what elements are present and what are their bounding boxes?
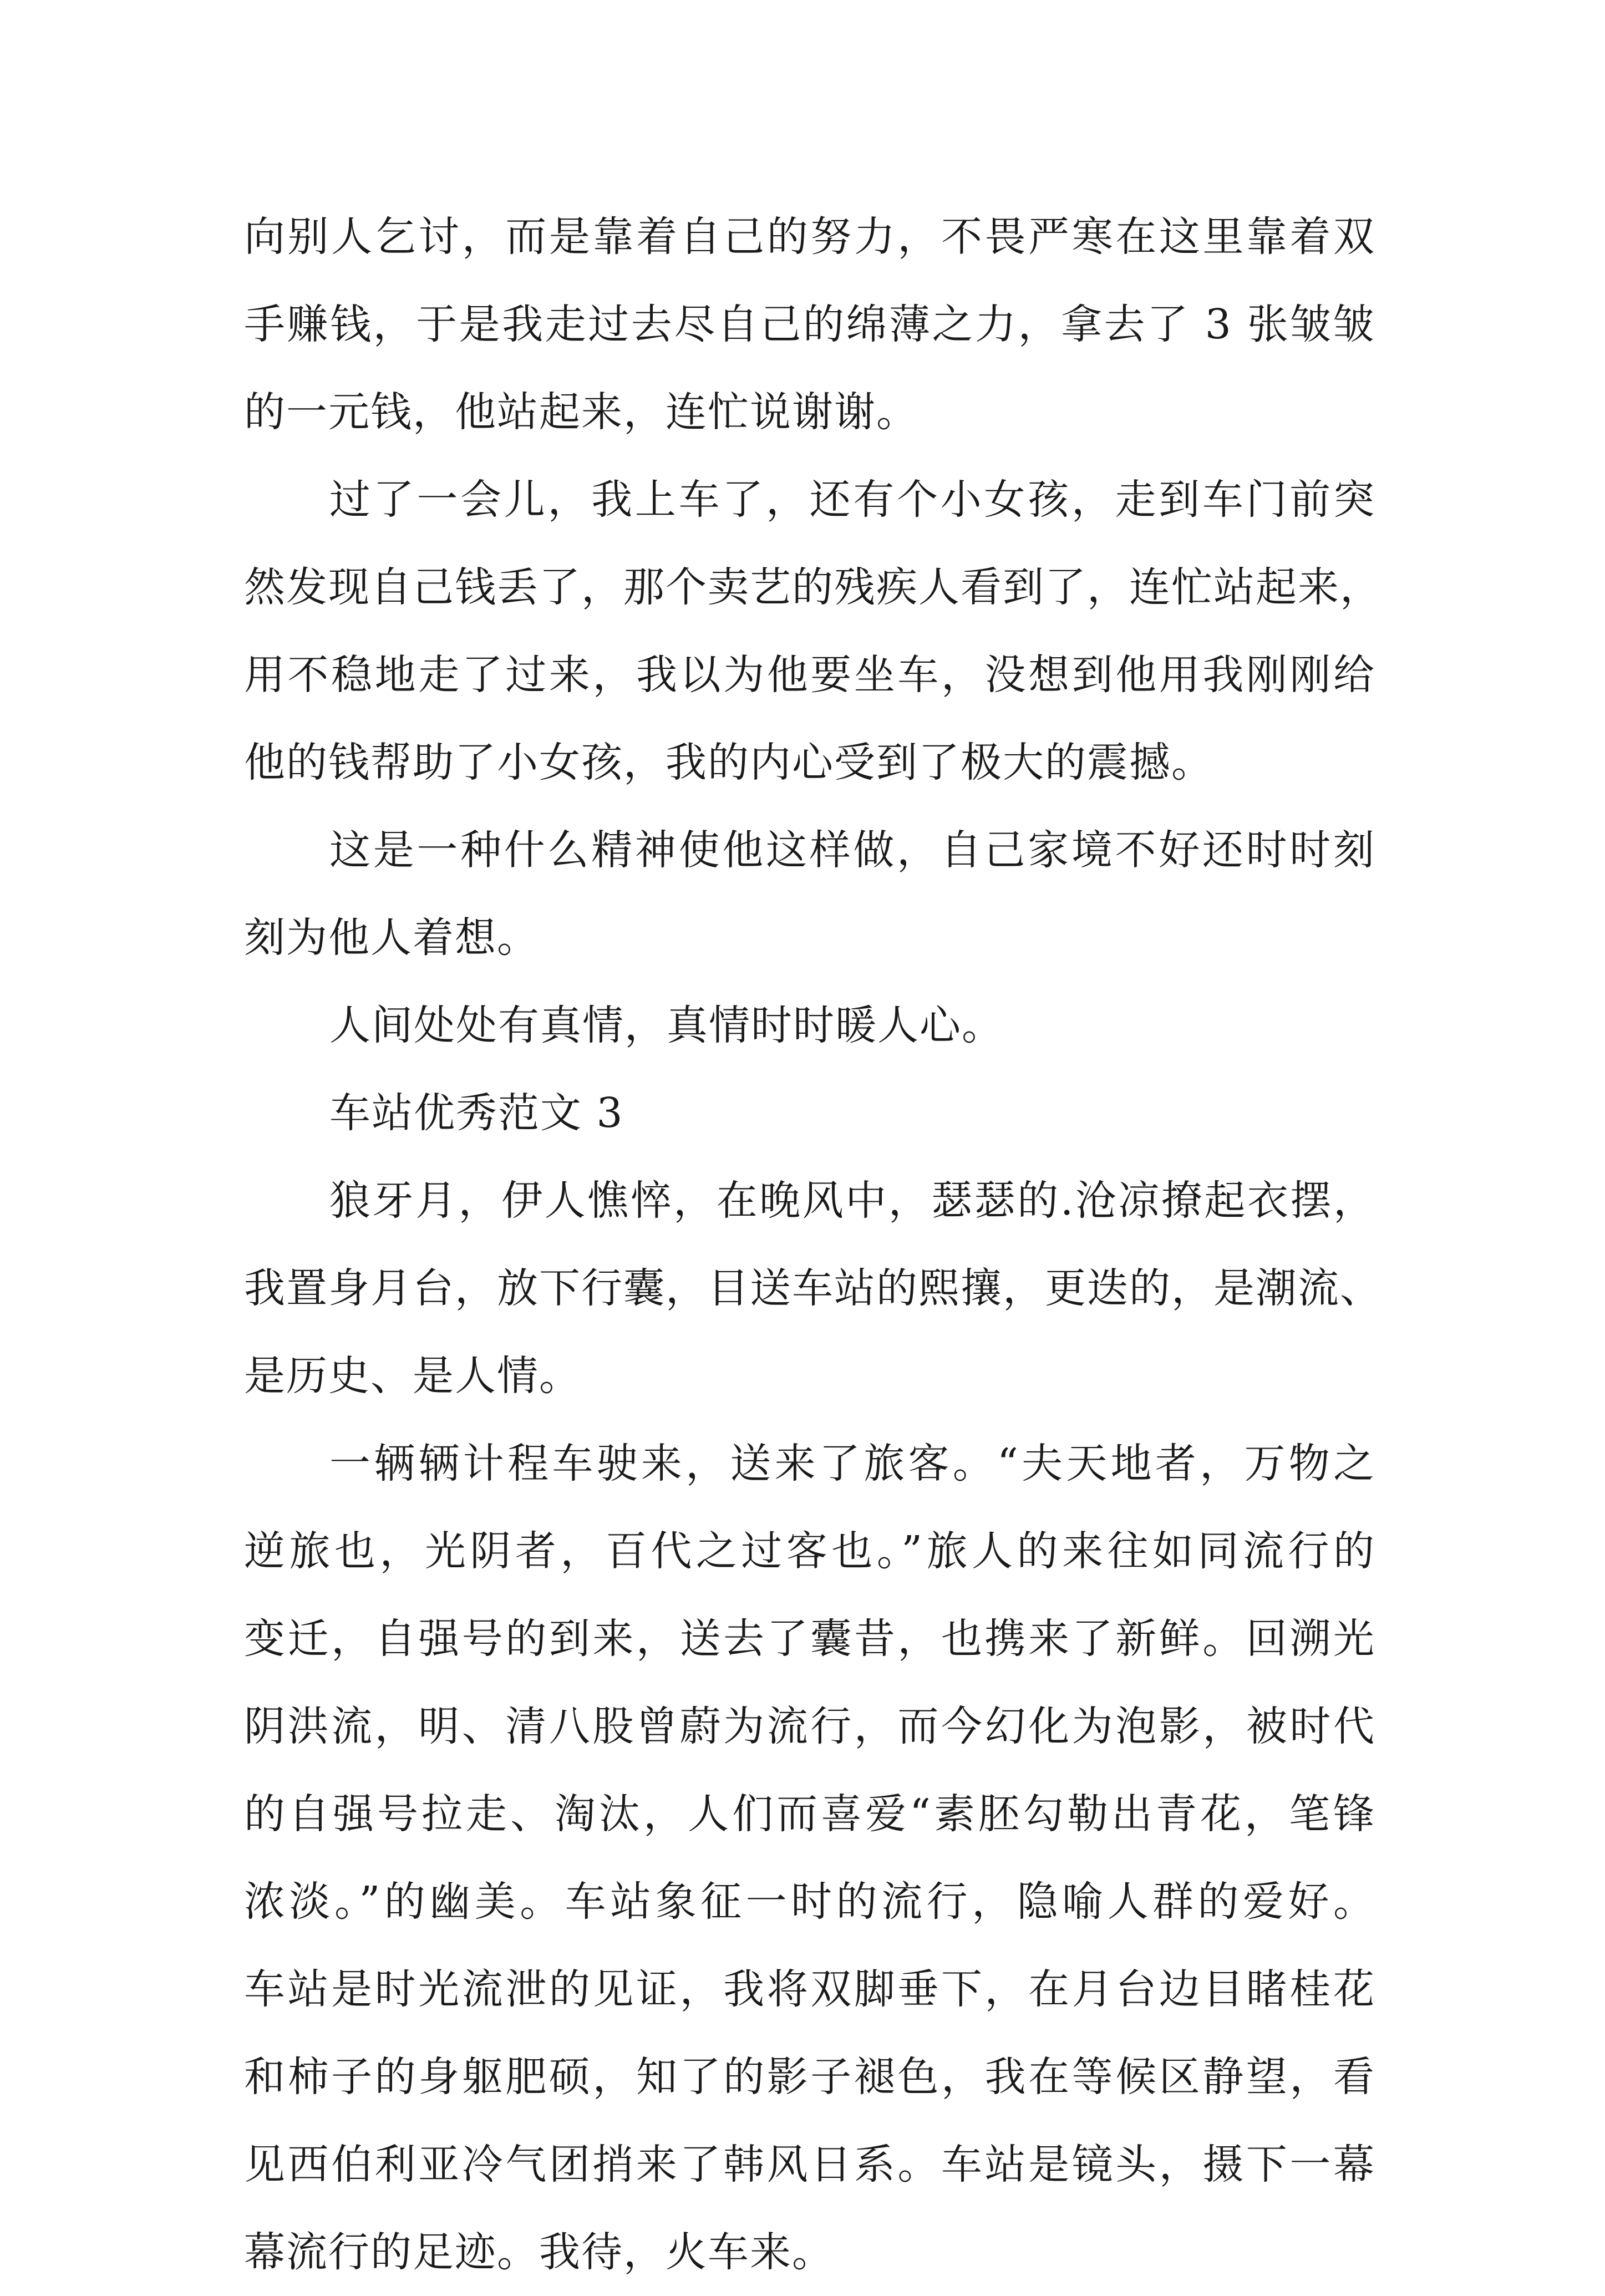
text-line: 幕流行的足迹。我待，火车来。 [244, 2228, 834, 2276]
text-line: 变迁，自强号的到来，送去了囊昔，也携来了新鲜。回溯光 [244, 1615, 1375, 1663]
text-line: 一辆辆计程车驶来，送来了旅客。“夫天地者，万物之 [329, 1440, 1375, 1487]
text-line: 人间处处有真情，真情时时暖人心。 [329, 1002, 1004, 1049]
text-line: 阴洪流，明、清八股曾蔚为流行，而今幻化为泡影，被时代 [244, 1703, 1375, 1750]
text-line: 我置身月台，放下行囊，目送车站的熙攘，更迭的，是潮流、 [244, 1264, 1382, 1312]
text-line: 逆旅也，光阴者，百代之过客也。”旅人的来往如同流行的 [244, 1527, 1375, 1575]
text-line: 狼牙月，伊人憔悴，在晚风中，瑟瑟的.沧凉撩起衣摆， [329, 1177, 1375, 1225]
text-line: 是历史、是人情。 [244, 1352, 581, 1400]
text-line: 刻为他人着想。 [244, 914, 539, 962]
text-line: 车站是时光流泄的见证，我将双脚垂下，在月台边目睹桂花 [244, 1965, 1375, 2013]
text-line: 向别人乞讨，而是靠着自己的努力，不畏严寒在这里靠着双 [244, 213, 1375, 261]
text-line: 见西伯利亚冷气团捎来了韩风日系。车站是镜头，摄下一幕 [244, 2141, 1375, 2188]
text-line: 他的钱帮助了小女孩，我的内心受到了极大的震撼。 [244, 739, 1213, 786]
text-line: 这是一种什么精神使他这样做，自己家境不好还时时刻 [329, 826, 1375, 874]
text-line: 用不稳地走了过来，我以为他要坐车，没想到他用我刚刚给 [244, 651, 1375, 699]
text-line: 和柿子的身躯肥硕，知了的影子褪色，我在等候区静望，看 [244, 2053, 1375, 2101]
body-text [244, 193, 1382, 2296]
text-line: 浓淡。”的幽美。车站象征一时的流行，隐喻人群的爱好。 [244, 1878, 1375, 1926]
text-line: 手赚钱，于是我走过去尽自己的绵薄之力，拿去了 3 张皱皱 [244, 301, 1375, 348]
text-line: 的一元钱，他站起来，连忙说谢谢。 [244, 388, 918, 436]
text-line: 的自强号拉走、淘汰，人们而喜爱“素胚勾勒出青花，笔锋 [244, 1790, 1375, 1838]
text-line: 过了一会儿，我上车了，还有个小女孩，走到车门前突 [329, 476, 1375, 524]
text-line: 车站优秀范文 3 [329, 1089, 624, 1137]
text-line: 然发现自己钱丢了，那个卖艺的残疾人看到了，连忙站起来， [244, 563, 1382, 611]
